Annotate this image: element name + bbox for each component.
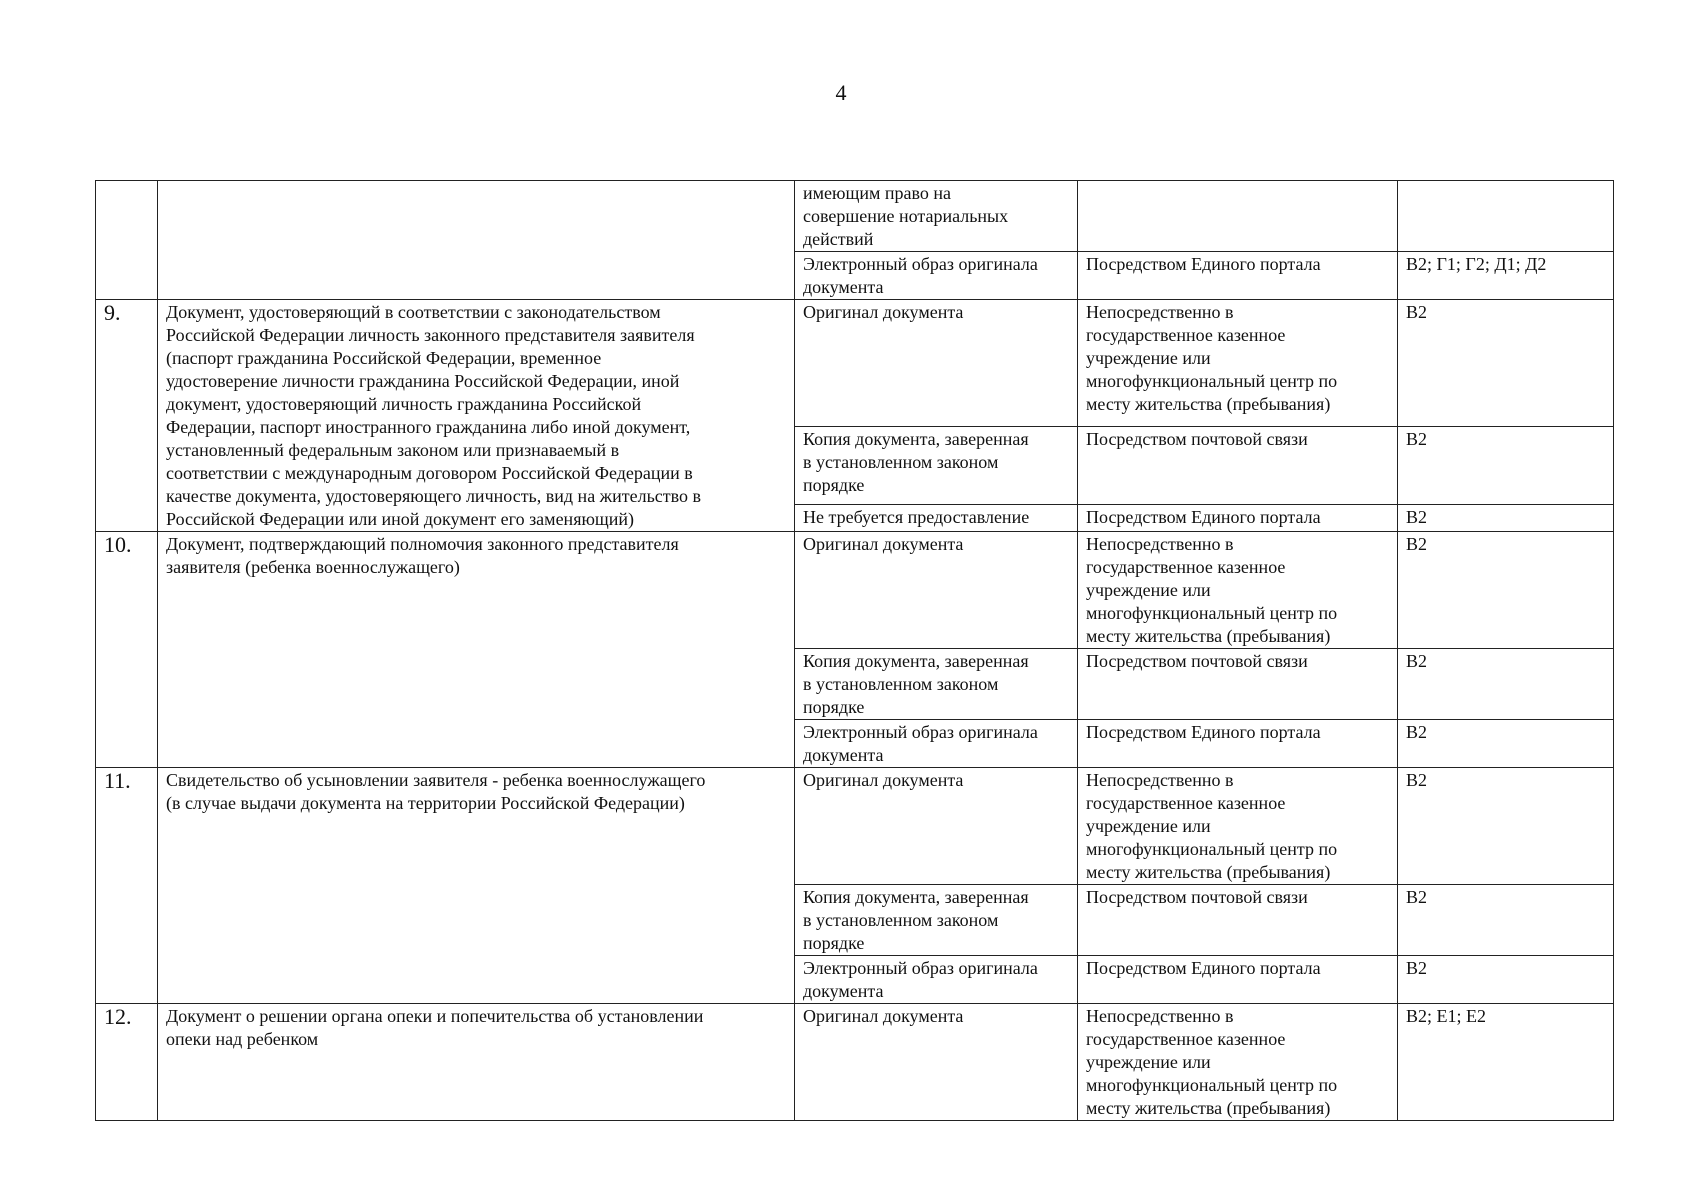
document-form: имеющим право на совершение нотариальных действий <box>795 181 1078 252</box>
submission-method: Посредством почтовой связи <box>1078 427 1398 504</box>
submission-method: Посредством Единого портала <box>1078 720 1398 768</box>
document-title: Свидетельство об усыновлении заявителя - ребенка военнослужащего (в случае выдачи документа на территории Российской Федерации) <box>158 768 795 1004</box>
submission-method: Посредством Единого портала <box>1078 956 1398 1004</box>
submission-method: Непосредственно в государственное казенное учреждение или многофункциональный центр по месту жительства (пребывания) <box>1078 1004 1398 1121</box>
document-title: Документ о решении органа опеки и попечительства об установлении опеки над ребенком <box>158 1004 795 1121</box>
document-form: Копия документа, заверенная в установленном законом порядке <box>795 885 1078 956</box>
table-row <box>96 300 1614 427</box>
document-form: Электронный образ оригинала документа <box>795 252 1078 300</box>
document-title: Документ, подтверждающий полномочия законного представителя заявителя (ребенка военнослужащего) <box>158 532 795 768</box>
submission-method: Посредством Единого портала <box>1078 504 1398 531</box>
document-title <box>158 181 795 300</box>
submission-method: Посредством почтовой связи <box>1078 885 1398 956</box>
row-number: 12. <box>96 1004 158 1121</box>
document-form: Копия документа, заверенная в установленном законом порядке <box>795 427 1078 504</box>
submission-method <box>1078 181 1398 252</box>
submission-method: Непосредственно в государственное казенное учреждение или многофункциональный центр по месту жительства (пребывания) <box>1078 768 1398 885</box>
table-row <box>96 768 1614 885</box>
result-code: В2 <box>1398 427 1614 504</box>
document-form: Оригинал документа <box>795 768 1078 885</box>
row-number: 9. <box>96 300 158 532</box>
row-number: 10. <box>96 532 158 768</box>
submission-method: Непосредственно в государственное казенное учреждение или многофункциональный центр по месту жительства (пребывания) <box>1078 300 1398 427</box>
result-code: В2 <box>1398 532 1614 649</box>
result-code: В2 <box>1398 720 1614 768</box>
result-code: В2 <box>1398 885 1614 956</box>
document-form: Не требуется предоставление <box>795 504 1078 531</box>
result-code: В2 <box>1398 956 1614 1004</box>
result-code: В2 <box>1398 300 1614 427</box>
table-row <box>96 181 1614 252</box>
table-row <box>96 532 1614 649</box>
document-form: Электронный образ оригинала документа <box>795 720 1078 768</box>
submission-method: Посредством Единого портала <box>1078 252 1398 300</box>
result-code: В2; Е1; Е2 <box>1398 1004 1614 1121</box>
document-form: Электронный образ оригинала документа <box>795 956 1078 1004</box>
result-code <box>1398 181 1614 252</box>
document-form: Оригинал документа <box>795 532 1078 649</box>
document-form: Копия документа, заверенная в установленном законом порядке <box>795 649 1078 720</box>
submission-method: Непосредственно в государственное казенное учреждение или многофункциональный центр по месту жительства (пребывания) <box>1078 532 1398 649</box>
document-form: Оригинал документа <box>795 300 1078 427</box>
table-row <box>96 1004 1614 1121</box>
result-code: В2 <box>1398 649 1614 720</box>
result-code: В2 <box>1398 504 1614 531</box>
submission-method: Посредством почтовой связи <box>1078 649 1398 720</box>
page-number: 4 <box>835 80 847 105</box>
row-number: 11. <box>96 768 158 1004</box>
result-code: В2 <box>1398 768 1614 885</box>
result-code: В2; Г1; Г2; Д1; Д2 <box>1398 252 1614 300</box>
documents-table-body <box>96 181 1614 1121</box>
document-title: Документ, удостоверяющий в соответствии с законодательством Российской Федерации личность законного представителя заявителя (паспорт гражданина Российской Федерации, временное удостоверение личности гражданина Российской Федерации, иной документ, удостоверяющий личность гражданина Российской Федерации, паспорт иностранного гражданина либо иной документ, установленный федеральным законом или признаваемый в соответствии с международным договором Российской Федерации в качестве документа, удостоверяющего личность, вид на жительство в Российской Федерации или иной документ его заменяющий) <box>158 300 795 532</box>
document-form: Оригинал документа <box>795 1004 1078 1121</box>
row-number <box>96 181 158 300</box>
documents-table <box>95 180 1614 1121</box>
